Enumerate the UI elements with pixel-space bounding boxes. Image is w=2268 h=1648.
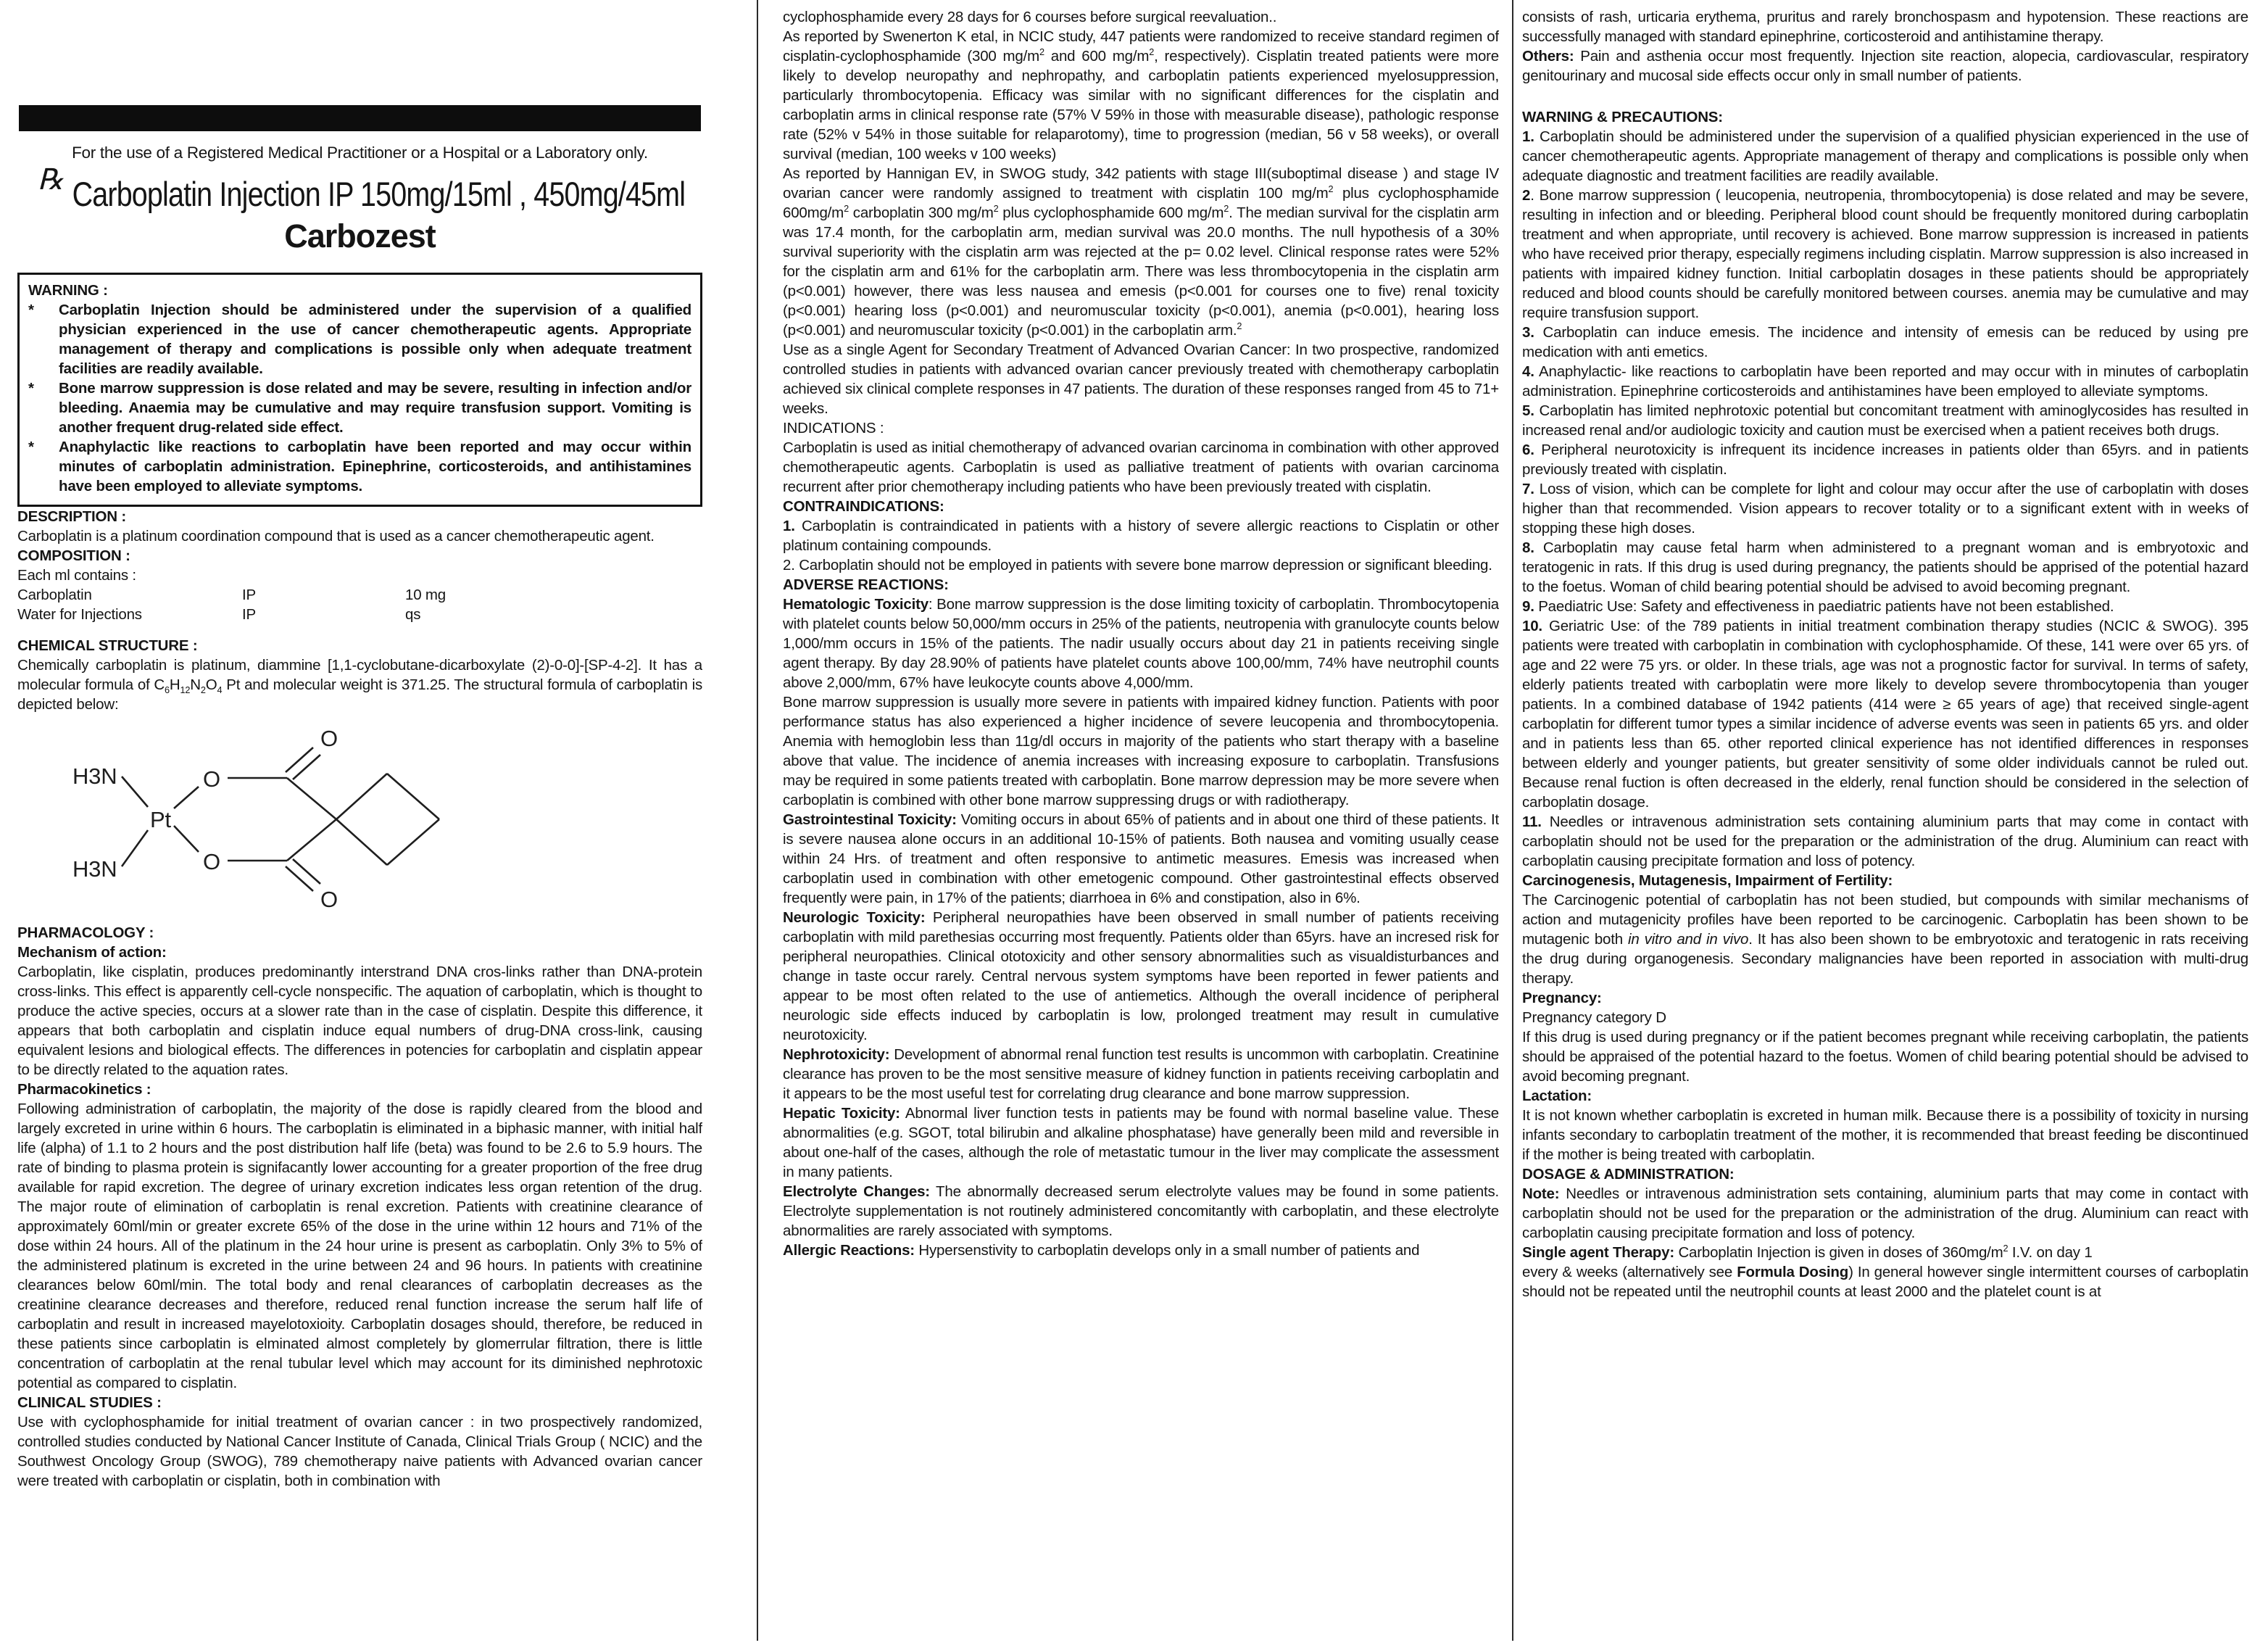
paragraph: Carboplatin, like cisplatin, produces predominantly interstrand DNA cros-links rather than DNA-protein cross-links. This effect is apparently cell-cycle nonspecific. The aquation of carboplatin, which is thought to produce the active species, occurs at a slower rate than in the case of cisplatin. Despite this difference, it appears that both carboplatin and cisplatin induce equal numbers of drug-DNA cross-link, causing equivalent lesions and biological effects. The differences in potencies for carboplatin and cisplatin appear to be directly related to the aquation rates. (17, 964, 702, 1078)
ingredient-name: Water for Injections (17, 606, 142, 623)
warning-box (17, 273, 702, 507)
rx-icon: ℞ (38, 163, 64, 196)
amine-top-label: H3N (72, 763, 117, 789)
paragraph: Hepatic Toxicity: Abnormal liver function tests in patients may be found with normal baseline value. These abnormalities (e.g. SGOT, total bilirubin and alkaline phosphatase) have generally been mild and reversible in about one-half of the cases, although the role of metastatic tumour in the liver may complicate the assessment in many patients. (783, 1105, 1499, 1180)
paragraph: Use as a single Agent for Secondary Treatment of Advanced Ovarian Cancer: In two prospective, randomized controlled studies in patients with advanced ovarian cancer previously treated with chemotherapy carboplatin achieved six clinical complete responses in 47 patients. The duration of these responses ranged from 45 to 71+ weeks. (783, 341, 1499, 417)
section-heading: INDICATIONS : (783, 420, 884, 436)
section-heading: Carcinogenesis, Mutagenesis, Impairment of Fertility: (1522, 872, 1893, 889)
brand-name: Carbozest (284, 218, 436, 254)
asterisk-bullet-icon: * (28, 380, 34, 397)
spacer (17, 624, 702, 636)
section-heading: COMPOSITION : (17, 547, 130, 564)
column-divider-right (1512, 0, 1513, 1641)
paragraph: 8. Carboplatin may cause fetal harm when administered to a pregnant woman and is embryotoxic and teratogenic in rats. If this drug is used during pregnancy, the patients should be apprised of the potential hazard to the foetus. Woman of child bearing potential should be advised to avoid becoming pregnant. (1522, 539, 2248, 595)
paragraph: As reported by Hannigan EV, in SWOG study, 342 patients with stage III(suboptimal disease ) and stage IV ovarian cancer were randomly assigned to treatment with cisplatin 100 $mg/m^2$ plus cyclophosphamide $600mg/m^2$ carboplatin 300 $mg/m^2$ plus cyclophosphamide 600 $mg/m^2$. The median survival for the cisplatin arm was 17.4 month, for the carboplatin arm, median survival was 20.0 months. The null hypothesis of a 30% survival superiority with the cisplatin arm was rejected at the p= 0.02 level. Clinical response rates were 52% for the cisplatin arm and 61% for the carboplatin arm. There was less thrombocytopenia in the cisplatin arm (p<0.001) however, there was less nausea and emesis (p<0.001 for courses one to five) renal toxicity (p<0.001) hearing loss (p<0.001) and neuromuscular toxicity (p<0.001), anemia (p<0.001), hearing loss (p<0.001) and neuromuscular toxicity (p<0.001) in the carboplatin arm.$^2$ (783, 165, 1499, 339)
composition-row (17, 585, 702, 605)
section-heading: Mechanism of action: (17, 944, 167, 961)
paragraph: Neurologic Toxicity: Peripheral neuropathies have been observed in small number of patients receiving carboplatin with mild parethesias occurring most frequently. Patients older than 65yrs. have an incresed risk for peripheral neuropathies. Clinical ototoxicity and other sensory abnormalities such as visualdisturbances and change in taste occur rarely. Central nervous system symptoms have been reported in fewer patients and appear to be most often related to the use of antiemetics. Although the overall incidence of peripheral neurologic side effects induced by carboplatin is low, prolonged treatment may result in cumulative neurotoxicity. (783, 909, 1499, 1043)
warning-bullet-text: Bone marrow suppression is dose related and may be severe, resulting in infection and/or bleeding. Anaemia may be cumulative and may require transfusion support. Vomiting is another frequent drug-related side effect. (59, 380, 691, 436)
section-heading: DOSAGE & ADMINISTRATION: (1522, 1166, 1735, 1183)
paragraph: 6. Peripheral neurotoxicity is infrequent its incidence increases in patients older than 65yrs. and in patients previously treated with cisplatin. (1522, 442, 2248, 478)
masthead (17, 162, 702, 255)
column-left (17, 0, 702, 1641)
section-heading: PHARMACOLOGY : (17, 924, 154, 941)
usage-notice: For the use of a Registered Medical Practitioner or a Hospital or a Laboratory only. (72, 144, 648, 162)
ingredient-name: Carboplatin (17, 587, 92, 603)
paragraph: Hematologic Toxicity: Bone marrow suppression is the dose limiting toxicity of carboplatin. Thrombocytopenia with platelet counts below 50,000/mm occurs in 25% of the patients, neutropenia with granulocyte counts below 1,000/mm occurs in 15% of the patients. The nadir usually occurs about day 21 in patients receiving single agent therapy. By day 28.90% of patients have platelet counts above 100,00/mm, 74% have neutrophil counts above 2,000/mm, 67% have leukocyte counts above 4,000/mm. (783, 596, 1499, 691)
paragraph: 2. Bone marrow suppression ( leucopenia, neutropenia, thrombocytopenia) is dose related and may be severe, resulting in infection and or bleeding. Peripheral blood count should be frequently monitored during carboplatin treatment and when appropriate, until recovery is achieved. Bone marrow suppression is increased in patients who have received prior therapy, especially regimens including cisplatin. Marrow suppression is also increased in patients with impaired kidney function. Initial carboplatin dosages in these patients should be appropriately reduced and blood counts should be carefully monitored between courses. anemia may be cumulative and may require transfusion support. (1522, 187, 2248, 321)
paragraph: Pregnancy category D (1522, 1009, 1666, 1026)
product-title: Carboplatin Injection IP 150mg/15ml , 450mg/45ml (72, 175, 686, 213)
paragraph: Nephrotoxicity: Development of abnormal renal function test results is uncommon with carboplatin. Creatinine clearance has proven to be the most sensitive measure of kidney function in patients receiving carboplatin and it appears to be the most useful test for correlating drug clearance and bone marrow suppression. (783, 1046, 1499, 1102)
paragraph: Allergic Reactions: Hypersenstivity to carboplatin develops only in a small number of patients and (783, 1242, 1420, 1259)
pharmacopoeia-ref: IP (242, 587, 256, 603)
paragraph: As reported by Swenerton K etal, in NCIC study, 447 patients were randomized to receive standard regimen of cisplatin-cyclophosphamide (300 $mg/m^2$ and 600 $mg/m^2$, respectively). Cisplatin treated patients were more likely to develop neuropathy and nephropathy, and carboplatin patients experienced myelosuppression, particularly thrombocytopenia. Efficacy was similar with no significant differences for the cisplatin and carboplatin arms in clinical response rate (57% V 59% in those with measurable disease), pathologic response rate (52% v 54% in those suitable for relaparotomy), time to progression (median, 56 v 58 weeks), or overall survival (median, 100 weeks v 100 weeks) (783, 28, 1499, 162)
warning-bullet (28, 300, 691, 378)
composition-row (17, 605, 702, 624)
paragraph: 7. Loss of vision, which can be complete for light and colour may occur after the use of carboplatin with doses higher than that recommended. Vision appears to recover totality or to a significant extent with in weeks of stopping these high doses. (1522, 481, 2248, 537)
warning-bullet (28, 378, 691, 437)
warning-bullet-text: Anaphylactic like reactions to carboplatin have been reported and may occur within minutes of carboplatin administration. Epinephrine, corticosteroids, and antihistamines have been employed to alleviate symptoms. (59, 439, 691, 494)
section-heading: DESCRIPTION : (17, 508, 127, 525)
paragraph: Bone marrow suppression is usually more severe in patients with impaired kidney function. Patients with poor performance status has also experienced a higher incidence of severe leucopenia and thrombocytopenia. Anemia with hemoglobin less than 11g/dl occurs in majority of the patients who start therapy with a baseline above that value. The incidence of anemia increases with increasing exposure to carboplatin. Transfusions may be required in some patients treated with carboplatin. Bone marrow depression may be more severe when carboplatin is combined with other bone marrow suppressing drugs or with radiotherapy. (783, 694, 1499, 808)
asterisk-bullet-icon: * (28, 439, 34, 455)
paragraph: The Carcinogenic potential of carboplatin has not been studied, but compounds with similar mechanisms of action and mutagenicity profiles have been reported to be carcinogenic. Carboplatin has been shown to be mutagenic both in vitro and in vivo. It has also been shown to be embryotoxic and teratogenic in rats receiving the drug during organogenesis. Secondary malignancies have been reported in association with multi-drug therapy. (1522, 892, 2248, 987)
paragraph: Gastrointestinal Toxicity: Vomiting occurs in about 65% of patients and in about one third of these patients. It is severe nausea alone occurs in an additional 10-15% of patients. Both nausea and vomiting usually cease within 24 Hrs. of treatment and often responsive to antimetic measures. Emesis was increased when carboplatin used in combination with other emetogenic compound. Other gastrointestinal effects observed frequently were pain, in 17% of the patients; diarrhoea in 6% and constipation, also in 6%. (783, 811, 1499, 906)
oxygen-ring-bottom-label: O (203, 849, 220, 874)
platinum-label: Pt (150, 807, 171, 832)
section-heading: Pregnancy: (1522, 990, 1602, 1006)
paragraph: Carboplatin is used as initial chemotherapy of advanced ovarian carcinoma in combination with other approved chemotherapeutic agents. Carboplatin is used as palliative treatment of patients with ovarian carcinoma recurrent after prior chemotherapy including patients who have been previously treated with cisplatin. (783, 439, 1499, 495)
paragraph: It is not known whether carboplatin is excreted in human milk. Because there is a possibility of toxicity in nursing infants secondary to carboplatin treatment of the mother, it is recommended that breast feeding be discontinued if the mother is being treated with carboplatin. (1522, 1107, 2248, 1163)
paragraph: 9. Paediatric Use: Safety and effectiveness in paediatric patients have not been established. (1522, 598, 2114, 615)
asterisk-bullet-icon: * (28, 302, 34, 318)
column-right (1522, 0, 2248, 1648)
paragraph: Others: Pain and asthenia occur most frequently. Injection site reaction, alopecia, cardiovascular, respiratory genitourinary and mucosal side effects occur only in small number of patients. (1522, 48, 2248, 84)
paragraph: cyclophosphamide every 28 days for 6 courses before surgical reevaluation.. (783, 9, 1277, 25)
paragraph: 10. Geriatric Use: of the 789 patients in initial treatment combination therapy studies (NCIC & SWOG). 395 patients were treated with carboplatin in combination with cyclophosphamide. Of these, 141 were over 65 yrs. of age and 22 were 75 yrs. or older. In these trials, age was not a prognostic factor for survival. In terms of safety, elderly patients treated with carboplatin were more likely to develop severe thrombocytopenia than youger patients. In a combined database of 1942 patients (414 were ≥ 65 years of age) that received single-agent carboplatin for different tumor types a similar incidence of adverse events was seen in patients 65 yrs. and older and in patients less than 65. other reported clinical experience has not identified differences in responses between elderly and younger patients, but greater sensitivity of some older individuals cannot be ruled out. Because renal fuction is often decreased in the elderly, renal function should be considered in the selection of carboplatin dosage. (1522, 618, 2248, 811)
amine-bottom-label: H3N (72, 856, 117, 882)
paragraph: Single agent Therapy: Carboplatin Injection is given in doses of $360mg/m^2$ I.V. on day 1 (1522, 1243, 2093, 1261)
section-heading: CHEMICAL STRUCTURE : (17, 637, 198, 654)
spacer (1522, 86, 2248, 107)
paragraph: 2. Carboplatin should not be employed in patients with severe bone marrow depression or significant bleeding. (783, 557, 1492, 574)
oxygen-carbonyl-top-label: O (320, 726, 338, 751)
section-heading: CONTRAINDICATIONS: (783, 498, 944, 515)
warning-bullet-text: Carboplatin Injection should be administered under the supervision of a qualified physician experienced in the use of cancer chemotherapeutic agents. Appropriate management of therapy and complications is possible only when adequate treatment facilities are readily available. (59, 302, 691, 377)
black-separator-bar (19, 105, 701, 131)
paragraph: 1. Carboplatin is contraindicated in patients with a history of severe allergic reactions to Cisplatin or other platinum containing compounds. (783, 518, 1499, 554)
paragraph: Each ml contains : (17, 567, 136, 584)
paragraph: If this drug is used during pregnancy or if the patient becomes pregnant while receiving carboplatin, the patients should be appraised of the potential hazard to the foetus. Women of child bearing potential should be advised to avoid becoming pregnant. (1522, 1029, 2248, 1085)
quantity: 10 mg (405, 587, 446, 603)
paragraph: 5. Carboplatin has limited nephrotoxic potential but concomitant treatment with aminoglycosides has resulted in increased renal and/or audiologic toxicity and caution must be exercised when a patient receives both drugs. (1522, 402, 2248, 439)
paragraph: Carboplatin is a platinum coordination compound that is used as a cancer chemotherapeutic agent. (17, 528, 655, 544)
section-heading: Lactation: (1522, 1088, 1592, 1104)
section-heading: WARNING & PRECAUTIONS: (1522, 109, 1723, 125)
paragraph: Electrolyte Changes: The abnormally decreased serum electrolyte values may be found in some patients. Electrolyte supplementation is not routinely administered concomitantly with carboplatin, and these electrolyte abnormalities are rarely associated with symptoms. (783, 1183, 1499, 1239)
oxygen-carbonyl-bottom-label: O (320, 887, 338, 912)
paragraph: Use with cyclophosphamide for initial treatment of ovarian cancer : in two prospectively randomized, controlled studies conducted by National Cancer Institute of Canada, Clinical Trials Group ( NCIC) and the Southwest Oncology Group (SWOG), 789 chemotherapy naive patients with Advanced ovarian cancer were treated with carboplatin or cisplatin, both in combination with (17, 1414, 702, 1489)
paragraph: Note: Needles or intravenous administration sets containing, aluminium parts that may come in contact with carboplatin should not be used for the preparation or the administration of the drug. Aluminium can react with carboplatin causing precipitate formation and loss of potency. (1522, 1185, 2248, 1241)
paragraph: 3. Carboplatin can induce emesis. The incidence and intensity of emesis can be reduced by using pre medication with anti emetics. (1522, 324, 2248, 360)
oxygen-ring-top-label: O (203, 766, 220, 792)
paragraph: Following administration of carboplatin, the majority of the dose is rapidly cleared from the blood and largely excreted in urine within 6 hours. The carboplatin is eliminated in a biphasic manner, with initial half life (alpha) of 1.1 to 2 hours and the post distribution half life (beta) was found to be 2.6 to 5.9 hours. The rate of binding to plasma protein is signifacantly lower accounting for a greater proportion of the free drug available for rapid excretion. The degree of urinary excretion indicates less organ retention of the drug. The major route of elimination of carboplatin is renal excretion. Patients with creatinine clearance of approximately 60ml/min or greater excrete 65% of the dose in the urine within 12 hours and 71% of the dose within 24 hours. All of the platinum in the 24 hour urine is present as carboplatin. Only 3% to 5% of the administered platinum is excreted in the urine between 24 and 96 hours. In patients with creatinine clearances below 60ml/min. The total body and renal clearances of carboplatin decreases as the creatinine clearance decreases and therefore, reduced renal function increase the serum half life of carboplatin and result in increased mayelotoxioity. Carboplatin dosages should, therefore, be reduced in these patients since carboplatin is elminated almost completely by glomerrular filtration, there is little concentration of carboplatin at the renal tubular level which may account for its diminished nephrotoxic potential as compared to cisplatin. (17, 1101, 702, 1391)
warning-bullet (28, 437, 691, 496)
chemical-structure-diagram (46, 724, 702, 919)
section-heading: Pharmacokinetics : (17, 1081, 151, 1098)
pharmacopoeia-ref: IP (242, 606, 256, 623)
paragraph: Chemically carboplatin is platinum, diammine [1,1-cyclobutane-dicarboxylate (2)-0-0]-[SP-4-2]. It has a molecular formula of $C_6H_{12}N_2O_4$ Pt and molecular weight is 371.25. The structural formula of carboplatin is depicted below: (17, 657, 702, 713)
paragraph: consists of rash, urticaria erythema, pruritus and rarely bronchospasm and hypotension. These reactions are successfully managed with standard epinephrine, corticosteroid and antihistamine therapy. (1522, 9, 2248, 45)
paragraph: 1. Carboplatin should be administered under the supervision of a qualified physician experienced in the use of cancer chemotherapeutic agents. Appropriate management of therapy and complications is possible only when adequate diagnostic and treatment facilities are readily available. (1522, 128, 2248, 184)
warning-box-heading: WARNING : (28, 282, 108, 299)
section-heading: CLINICAL STUDIES : (17, 1394, 162, 1411)
paragraph: every & weeks (alternatively see Formula Dosing) In general however single intermittent courses of carboplatin should not be repeated until the neutrophil counts at least 2000 and the platelet count is at (1522, 1264, 2248, 1300)
section-heading: ADVERSE REACTIONS: (783, 576, 949, 593)
column-divider-left (757, 0, 758, 1641)
column-middle (783, 0, 1499, 1648)
quantity: qs (405, 606, 421, 623)
paragraph: 11. Needles or intravenous administration sets containing aluminium parts that may come in contact with carboplatin should not be used for the preparation or the administration of the drug. Aluminium can react with carboplatin causing precipitate formation and loss of potency. (1522, 813, 2248, 869)
paragraph: 4. Anaphylactic- like reactions to carboplatin have been reported and may occur with in minutes of carboplatin administration. Epinephrine corticosteroids and antihistamines have been employed to alleviate symptoms. (1522, 363, 2248, 399)
